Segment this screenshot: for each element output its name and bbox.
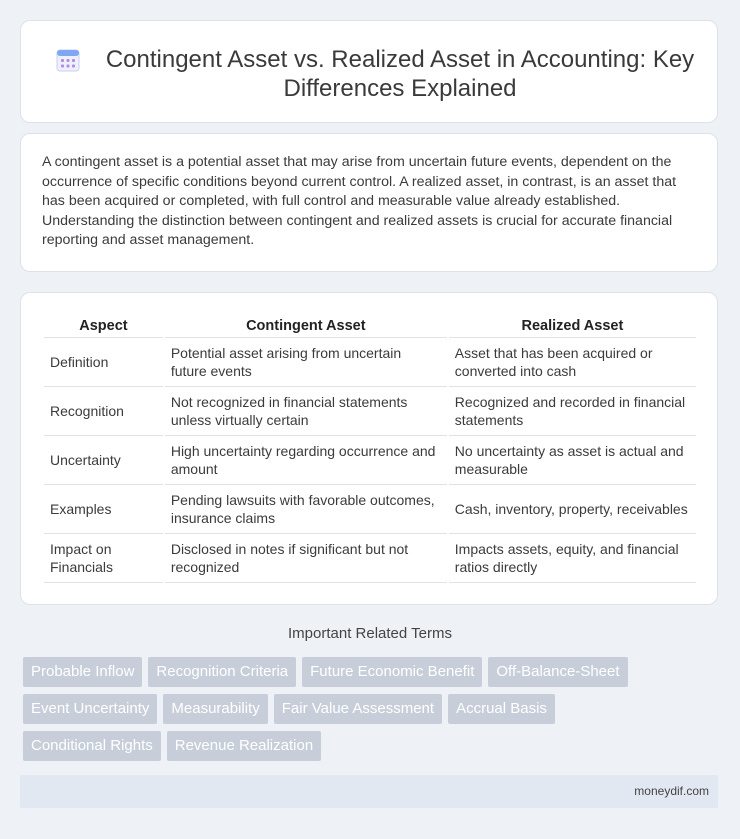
title-card xyxy=(20,20,718,123)
header-realized-asset: Realized Asset xyxy=(449,316,696,338)
comparison-card xyxy=(20,292,718,605)
related-terms-list xyxy=(23,657,703,768)
header-aspect: Aspect xyxy=(44,316,163,338)
cell-aspect: Impact on Financials xyxy=(44,534,163,583)
cell-contingent: Not recognized in financial statements unless virtually certain xyxy=(165,387,447,436)
intro-paragraph: A contingent asset is a potential asset that may arise from uncertain future events, dependent on the occurrence of specific conditions beyond current control. A realized asset, in contrast, is an asset that has been acquired or completed, with full control and measurable value already established. Understanding the distinction between contingent and realized assets is crucial for accurate financial reporting and asset management. xyxy=(42,154,677,249)
table-row xyxy=(44,436,696,485)
term-tag[interactable]: Conditional Rights xyxy=(23,731,161,761)
cell-contingent: Potential asset arising from uncertain future events xyxy=(165,338,447,387)
term-tag[interactable]: Recognition Criteria xyxy=(148,657,296,687)
term-tag[interactable]: Accrual Basis xyxy=(448,694,555,724)
table-row xyxy=(44,338,696,387)
table-row xyxy=(44,485,696,534)
term-tag[interactable]: Off-Balance-Sheet xyxy=(488,657,627,687)
cell-realized: Asset that has been acquired or converted into cash xyxy=(449,338,696,387)
footer-site-link[interactable]: moneydif.com xyxy=(634,784,709,798)
cell-aspect: Definition xyxy=(44,338,163,387)
term-tag[interactable]: Event Uncertainty xyxy=(23,694,157,724)
page-title: Contingent Asset vs. Realized Asset in Accounting: Key Differences Explained xyxy=(105,46,695,102)
table-row xyxy=(44,534,696,583)
cell-realized: Impacts assets, equity, and financial ratios directly xyxy=(449,534,696,583)
header-contingent-asset: Contingent Asset xyxy=(165,316,447,338)
term-tag[interactable]: Probable Inflow xyxy=(23,657,142,687)
footer xyxy=(20,775,718,808)
cell-contingent: Pending lawsuits with favorable outcomes, insurance claims xyxy=(165,485,447,534)
cell-aspect: Recognition xyxy=(44,387,163,436)
intro-card xyxy=(20,133,718,272)
cell-aspect: Uncertainty xyxy=(44,436,163,485)
cell-contingent: High uncertainty regarding occurrence and amount xyxy=(165,436,447,485)
cell-realized: Cash, inventory, property, receivables xyxy=(449,485,696,534)
cell-realized: Recognized and recorded in financial statements xyxy=(449,387,696,436)
cell-realized: No uncertainty as asset is actual and measurable xyxy=(449,436,696,485)
table-row xyxy=(44,387,696,436)
table-header-row xyxy=(44,316,696,338)
term-tag[interactable]: Future Economic Benefit xyxy=(302,657,482,687)
term-tag[interactable]: Revenue Realization xyxy=(167,731,321,761)
term-tag[interactable]: Measurability xyxy=(163,694,267,724)
term-tag[interactable]: Fair Value Assessment xyxy=(274,694,442,724)
cell-contingent: Disclosed in notes if significant but not recognized xyxy=(165,534,447,583)
comparison-table xyxy=(42,316,698,583)
cell-aspect: Examples xyxy=(44,485,163,534)
related-terms-title: Important Related Terms xyxy=(288,625,452,642)
calendar-icon xyxy=(55,47,81,73)
